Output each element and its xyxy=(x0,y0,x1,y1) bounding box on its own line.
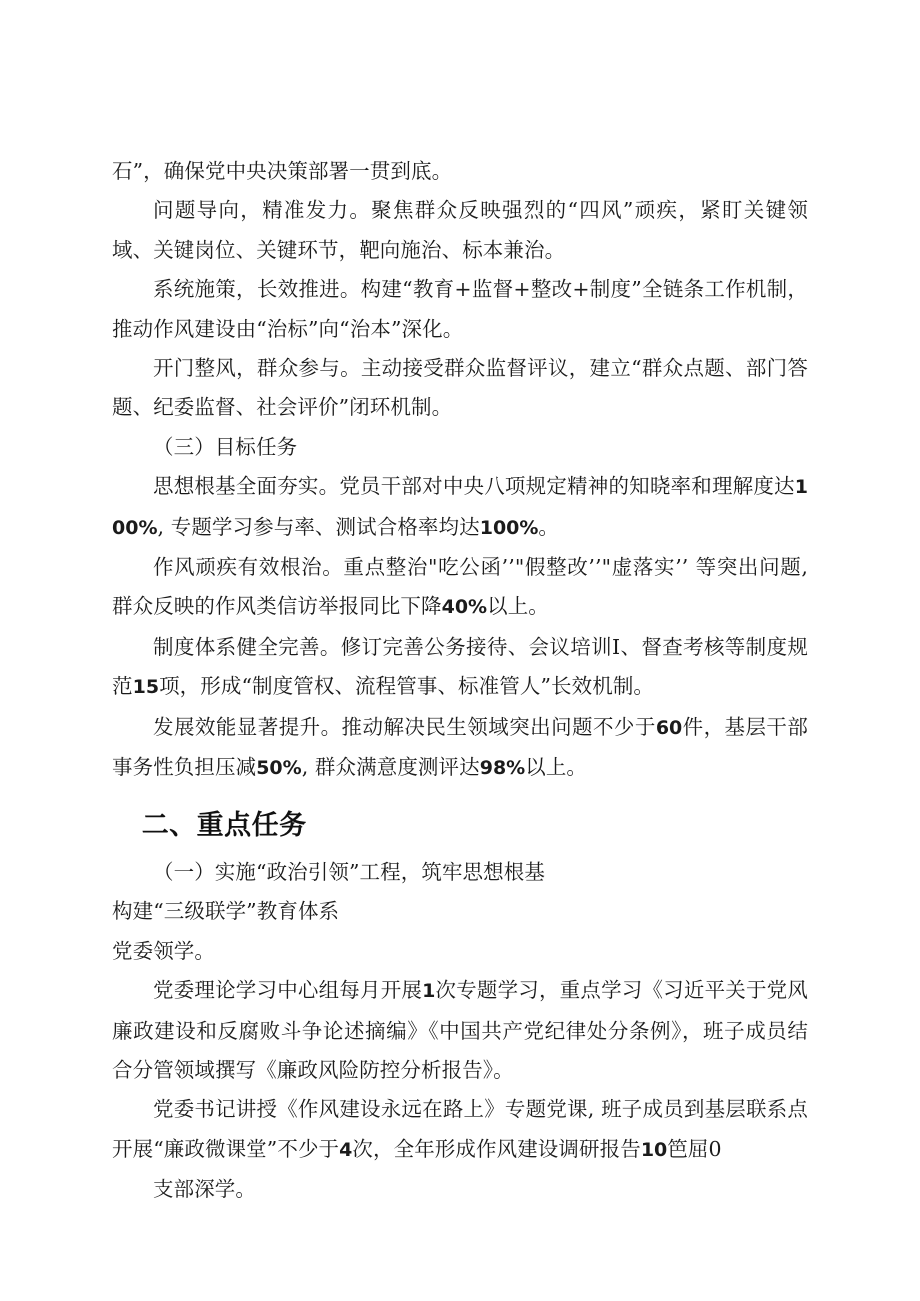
inline-text: 项，形成“制度管权、流程管事、标准管人”长效机制。 xyxy=(159,674,655,699)
inline-metric: 50% xyxy=(256,757,302,780)
inline-text: , 群众满意度测评达 xyxy=(301,755,480,780)
body-paragraph xyxy=(112,548,808,628)
inline-metric: 1 xyxy=(422,980,436,1003)
paragraph-continuation: 石”，确保党中央决策部署一贯到底。 xyxy=(112,159,453,183)
inline-text: 笆屈0 xyxy=(667,1136,722,1161)
inline-metric: 100% xyxy=(112,476,808,539)
body-paragraph: 支部深学。 xyxy=(153,1177,256,1202)
inline-metric: 100% xyxy=(479,516,539,539)
body-paragraph: 构建“三级联学”教育体系 xyxy=(112,899,340,924)
inline-text: 以上。 xyxy=(487,594,549,619)
inline-metric: 60 xyxy=(655,716,683,739)
body-paragraph xyxy=(112,1090,808,1170)
inline-metric: 98% xyxy=(479,757,526,780)
inline-text: 制度体系健全完善。修订完善公务接待、会议培训I、督查考核等制度规范 xyxy=(112,634,808,699)
body-paragraph: 党委领学。 xyxy=(112,938,215,963)
inline-text: 作风顽疾有效根治。重点整治"吃公函’’"假整改’’"虚落实’’ 等突出问题, 群众反映的作风类信访举报同比下降 xyxy=(112,555,808,619)
body-paragraph xyxy=(112,628,808,708)
inline-text: 以上。 xyxy=(525,755,588,780)
inline-text: 党委理论学习中心组每月开展 xyxy=(153,978,423,1003)
inline-text: 党委书记讲授《作风建设永远在路上》专题党课, 班子成员到基层联系点开展“廉政微课堂”不少于 xyxy=(112,1097,808,1161)
inline-text: 次，全年形成作风建设调研报告 xyxy=(352,1136,641,1161)
body-paragraph xyxy=(112,467,808,548)
sub-heading: （一）实施“政治引领”工程，筑牢思想根基 xyxy=(153,859,545,884)
inline-metric: 15 xyxy=(132,676,160,699)
body-paragraph: 系统施策，长效推进。构建“教育+监督+整改+制度”全链条工作机制，推动作风建设由“治标”向“治本”深化。 xyxy=(112,277,808,341)
inline-text: 思想根基全面夯实。党员干部对中央八项规定精神的知晓率和理解度达 xyxy=(153,474,795,499)
inline-metric: 4 xyxy=(339,1138,353,1161)
inline-text: 。 xyxy=(538,514,560,539)
inline-metric: 10 xyxy=(640,1138,668,1161)
document-body xyxy=(112,152,808,1210)
sub-heading: （三）目标任务 xyxy=(153,434,298,459)
body-paragraph: 问题导向，精准发力。聚焦群众反映强烈的“四风”顽疾，紧盯关键领域、关键岗位、关键环节，靶向施治、标本兼治。 xyxy=(112,198,808,262)
body-paragraph: 开门整风，群众参与。主动接受群众监督评议，建立“群众点题、部门答题、纪委监督、社会评价”闭环机制。 xyxy=(112,356,808,420)
inline-text: 次专题学习，重点学习《习近平关于党风廉政建设和反腐败斗争论述摘编》《中国共产党纪律处分条例》，班子成员结合分管领域撰写《廉政风险防控分析报告》。 xyxy=(112,978,808,1082)
inline-text: 发展效能显著提升。推动解决民生领域突出问题不少于 xyxy=(153,714,656,739)
body-paragraph xyxy=(112,708,808,789)
inline-text: 件，基层干部事务性负担压减 xyxy=(112,714,808,780)
inline-text: , 专题学习参与率、测试合格率均达 xyxy=(157,514,480,539)
inline-metric: 40% xyxy=(441,596,488,619)
section-heading: 二、重点任务 xyxy=(141,809,307,841)
body-paragraph xyxy=(112,971,808,1090)
